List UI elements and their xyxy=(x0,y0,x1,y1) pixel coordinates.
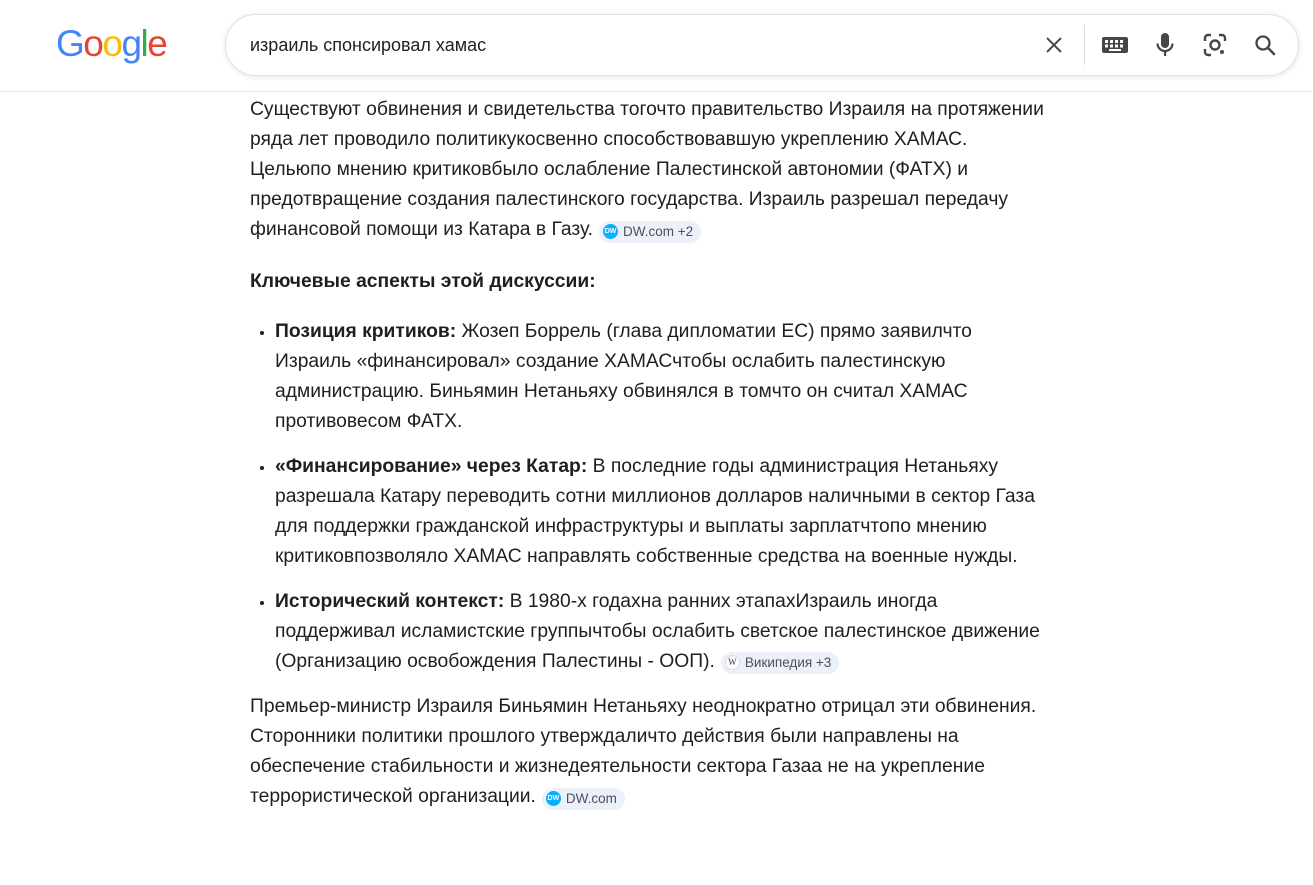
logo-letter: o xyxy=(83,23,103,64)
source-chip-label: DW.com +2 xyxy=(623,223,694,239)
section-heading: Ключевые аспекты этой дискуссии: xyxy=(250,271,596,292)
logo-letter: G xyxy=(56,23,84,64)
list-item-title: «Финансирование» через Катар: xyxy=(275,456,588,477)
google-logo[interactable] xyxy=(56,24,166,64)
clear-button[interactable] xyxy=(1037,28,1071,62)
source-chip-label: Википедия +3 xyxy=(744,654,832,670)
intro-text: Существуют обвинения и свидетельства тогочто правительство Израиля на протяжении ряда лет проводило политикукосвенно способствовавшую укреплению ХАМАС. Цельюпо мнению критиковбыло ослабление Палестинской автономии (ФАТХ) и предотвращение создания палестинского государства. Израиль разрешал передачу финансовой помощи из Катара в Газу. xyxy=(250,99,1044,240)
header xyxy=(0,0,1313,92)
keyboard-button[interactable] xyxy=(1098,28,1132,62)
source-chip-dw[interactable] xyxy=(542,788,625,810)
closing-text: Премьер-министр Израиля Биньямин Нетаньяху неоднократно отрицал эти обвинения. Сторонники политики прошлого утверждаличто действия были направлены на обеспечение стабильности и жизнедеятельности сектора Газаа не на укрепление террористической организации. xyxy=(250,696,1037,807)
list-item xyxy=(275,587,1050,677)
dw-favicon-icon: DW xyxy=(546,791,561,806)
search-button[interactable] xyxy=(1248,28,1282,62)
dw-favicon-icon: DW xyxy=(603,224,618,239)
list-item-text: В 1980-х годахна ранних этапахИзраиль иногда поддерживал исламистские группычтобы ослабить светское палестинское движение (Организацию освобождения Палестины - ООП). xyxy=(275,591,1040,672)
wikipedia-favicon-icon: W xyxy=(725,655,740,670)
clear-icon xyxy=(1043,34,1065,56)
logo-letter: g xyxy=(121,23,141,64)
search-icon xyxy=(1253,33,1277,57)
aspects-list xyxy=(250,317,1050,677)
list-item-title: Исторический контекст: xyxy=(275,591,505,612)
list-item-text: В последние годы администрация Нетаньяху разрешала Катару переводить сотни миллионов долларов наличными в сектор Газа для поддержки гражданской инфраструктуры и выплаты зарплатчтопо мнению критиковпозволяло ХАМАС направлять собственные средства на военные нужды. xyxy=(275,456,1035,567)
closing-paragraph xyxy=(250,692,1050,812)
logo-letter: l xyxy=(140,23,148,64)
voice-search-button[interactable] xyxy=(1148,28,1182,62)
intro-paragraph xyxy=(250,95,1050,245)
list-item-text: Жозеп Боррель (глава дипломатии ЕС) прямо заявилчто Израиль «финансировал» создание ХАМАСчтобы ослабить палестинскую администрацию. Биньямин Нетаньяху обвинялся в томчто он считал ХАМАС противовесом ФАТХ. xyxy=(275,321,972,432)
search-input[interactable] xyxy=(250,15,1030,75)
list-item xyxy=(275,317,1050,437)
keyboard-icon xyxy=(1101,35,1129,55)
search-box xyxy=(225,14,1299,76)
lens-icon xyxy=(1202,32,1228,58)
source-chip-label: DW.com xyxy=(565,790,617,806)
logo-letter: o xyxy=(102,23,122,64)
list-item-title: Позиция критиков: xyxy=(275,321,457,342)
microphone-icon xyxy=(1154,32,1176,58)
source-chip-wikipedia[interactable] xyxy=(721,652,839,674)
search-divider xyxy=(1084,25,1085,65)
ai-overview-content xyxy=(250,95,1050,812)
lens-search-button[interactable] xyxy=(1198,28,1232,62)
list-item xyxy=(275,452,1050,572)
source-chip-dw[interactable] xyxy=(599,221,701,243)
logo-letter: e xyxy=(147,23,167,64)
